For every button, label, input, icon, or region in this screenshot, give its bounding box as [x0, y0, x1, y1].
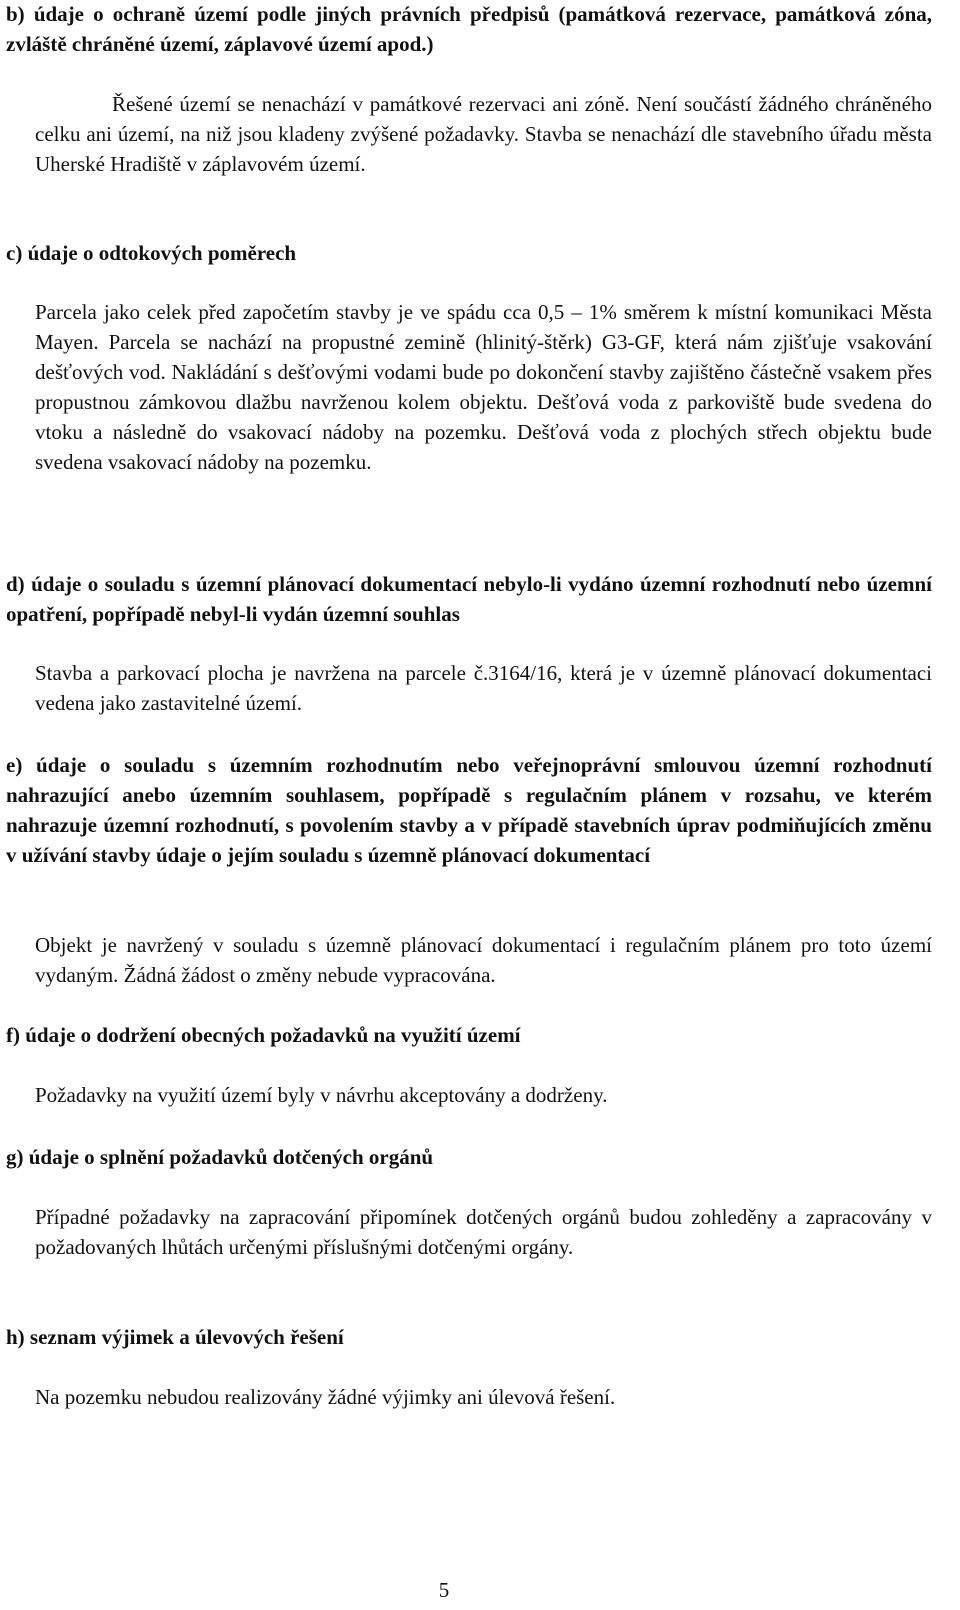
section-b-heading: b) údaje o ochraně území podle jiných právních předpisů (památková rezervace, památková zóna, zvláště chráněné území, záplavové území apod.)	[6, 2, 932, 56]
section-d-heading: d) údaje o souladu s územní plánovací dokumentací nebylo-li vydáno územní rozhodnutí nebo územní opatření, popřípadě nebyl-li vydán územní souhlas	[6, 572, 932, 626]
section-g-heading: g) údaje o splnění požadavků dotčených orgánů	[6, 1145, 434, 1169]
section-c-text: Parcela jako celek před započetím stavby je ve spádu cca 0,5 – 1% směrem k místní komunikaci Města Mayen. Parcela se nachází na propustné zemině (hlinitý-štěrk) G3-GF, která nám zjišťuje vsakování dešťových vod. Nakládání s dešťovými vodami bude po dokončení stavby zajištěno částečně vsakem přes propustnou zámkovou dlažbu navrženou kolem objektu. Dešťová voda z parkoviště bude svedena do vtoku a následně do vsakovací nádoby na pozemku. Dešťová voda z plochých střech objektu bude svedena vsakovací nádoby na pozemku.	[35, 300, 932, 474]
section-b-text: Řešené území se nenachází v památkové rezervaci ani zóně. Není součástí žádného chráněného celku ani území, na niž jsou kladeny zvýšené požadavky. Stavba se nenachází dle stavebního úřadu města Uherské Hradiště v záplavovém území.	[35, 92, 932, 176]
section-f-text: Požadavky na využití území byly v návrhu akceptovány a dodrženy.	[35, 1083, 608, 1107]
section-h-heading: h) seznam výjimek a úlevových řešení	[6, 1325, 344, 1349]
section-f-heading: f) údaje o dodržení obecných požadavků na využití území	[6, 1023, 521, 1047]
section-g-text: Případné požadavky na zapracování připomínek dotčených orgánů budou zohleděny a zapracovány v požadovaných lhůtách určenými příslušnými dotčenými orgány.	[35, 1205, 932, 1259]
section-c-heading: c) údaje o odtokových poměrech	[6, 241, 297, 265]
section-h-text: Na pozemku nebudou realizovány žádné výjimky ani úlevová řešení.	[35, 1385, 616, 1409]
section-d-text: Stavba a parkovací plocha je navržena na parcele č.3164/16, která je v územně plánovací dokumentaci vedena jako zastavitelné území.	[35, 661, 932, 715]
section-e-heading: e) údaje o souladu s územním rozhodnutím nebo veřejnoprávní smlouvou územní rozhodnutí nahrazující anebo územním souhlasem, popřípadě s regulačním plánem v rozsahu, ve kterém nahrazuje územní rozhodnutí, s povolením stavby a v případě stavebních úprav podmiňujících změnu v užívání stavby údaje o jejím souladu s územně plánovací dokumentací	[6, 753, 932, 867]
page-number: 5	[438, 1578, 450, 1602]
section-e-text: Objekt je navržený v souladu s územně plánovací dokumentací i regulačním plánem pro toto území vydaným. Žádná žádost o změny nebude vypracována.	[35, 933, 932, 987]
